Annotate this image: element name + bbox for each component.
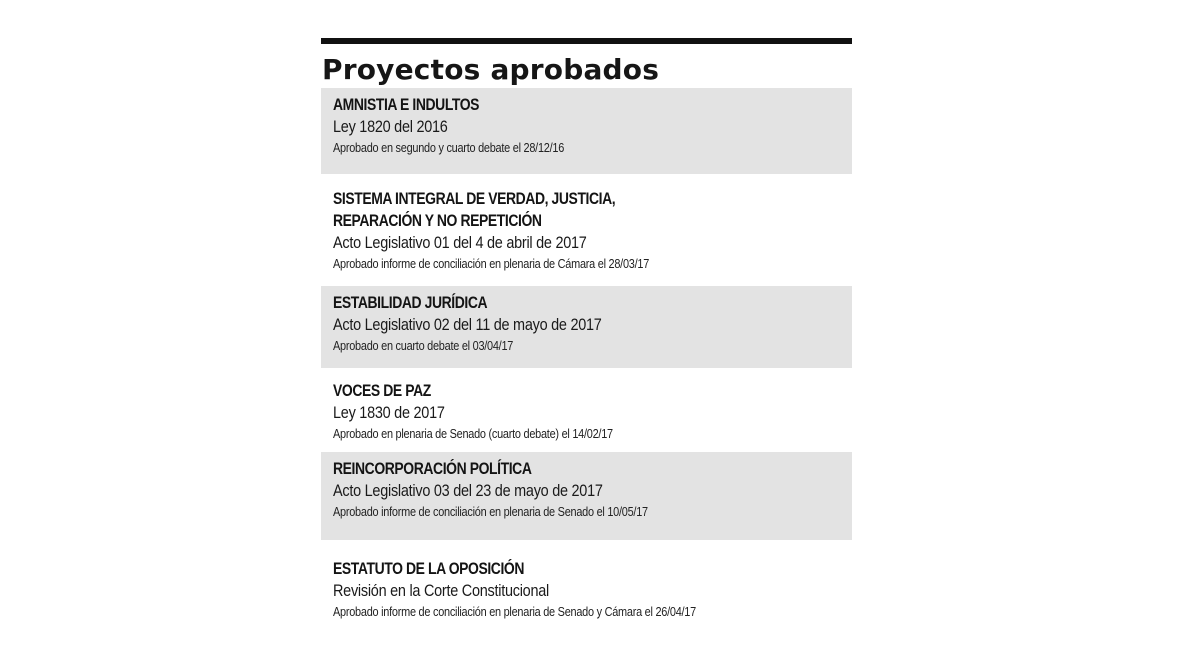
project-law: Revisión en la Corte Constitucional [333, 581, 549, 600]
page-title: Proyectos aprobados [322, 53, 660, 86]
project-law: Acto Legislativo 02 del 11 de mayo de 2017 [333, 315, 602, 334]
project-item [321, 182, 852, 278]
project-item [321, 88, 852, 174]
project-note: Aprobado informe de conciliación en plenaria de Senado el 10/05/17 [333, 504, 648, 519]
project-note: Aprobado informe de conciliación en plenaria de Cámara el 28/03/17 [333, 256, 650, 271]
project-law: Acto Legislativo 01 del 4 de abril de 2017 [333, 233, 587, 252]
project-law: Ley 1830 de 2017 [333, 403, 445, 422]
project-item [321, 452, 852, 540]
project-note: Aprobado informe de conciliación en plenaria de Senado y Cámara el 26/04/17 [333, 604, 696, 619]
project-title: VOCES DE PAZ [333, 381, 431, 400]
project-note: Aprobado en segundo y cuarto debate el 28/12/16 [333, 140, 565, 155]
project-title: ESTATUTO DE LA OPOSICIÓN [333, 559, 525, 578]
project-item [321, 374, 852, 452]
project-title: SISTEMA INTEGRAL DE VERDAD, JUSTICIA, [333, 189, 616, 208]
project-item [321, 286, 852, 368]
project-note: Aprobado en plenaria de Senado (cuarto debate) el 14/02/17 [333, 426, 613, 441]
top-rule [321, 38, 852, 44]
project-title: ESTABILIDAD JURÍDICA [333, 293, 488, 312]
project-title: AMNISTIA E INDULTOS [333, 95, 480, 114]
project-note: Aprobado en cuarto debate el 03/04/17 [333, 338, 514, 353]
project-title: REINCORPORACIÓN POLÍTICA [333, 459, 532, 478]
approved-projects-panel [321, 38, 852, 619]
project-title-line-2: REPARACIÓN Y NO REPETICIÓN [333, 211, 542, 230]
project-law: Acto Legislativo 03 del 23 de mayo de 2017 [333, 481, 603, 500]
project-item [321, 552, 852, 632]
project-law: Ley 1820 del 2016 [333, 117, 448, 136]
